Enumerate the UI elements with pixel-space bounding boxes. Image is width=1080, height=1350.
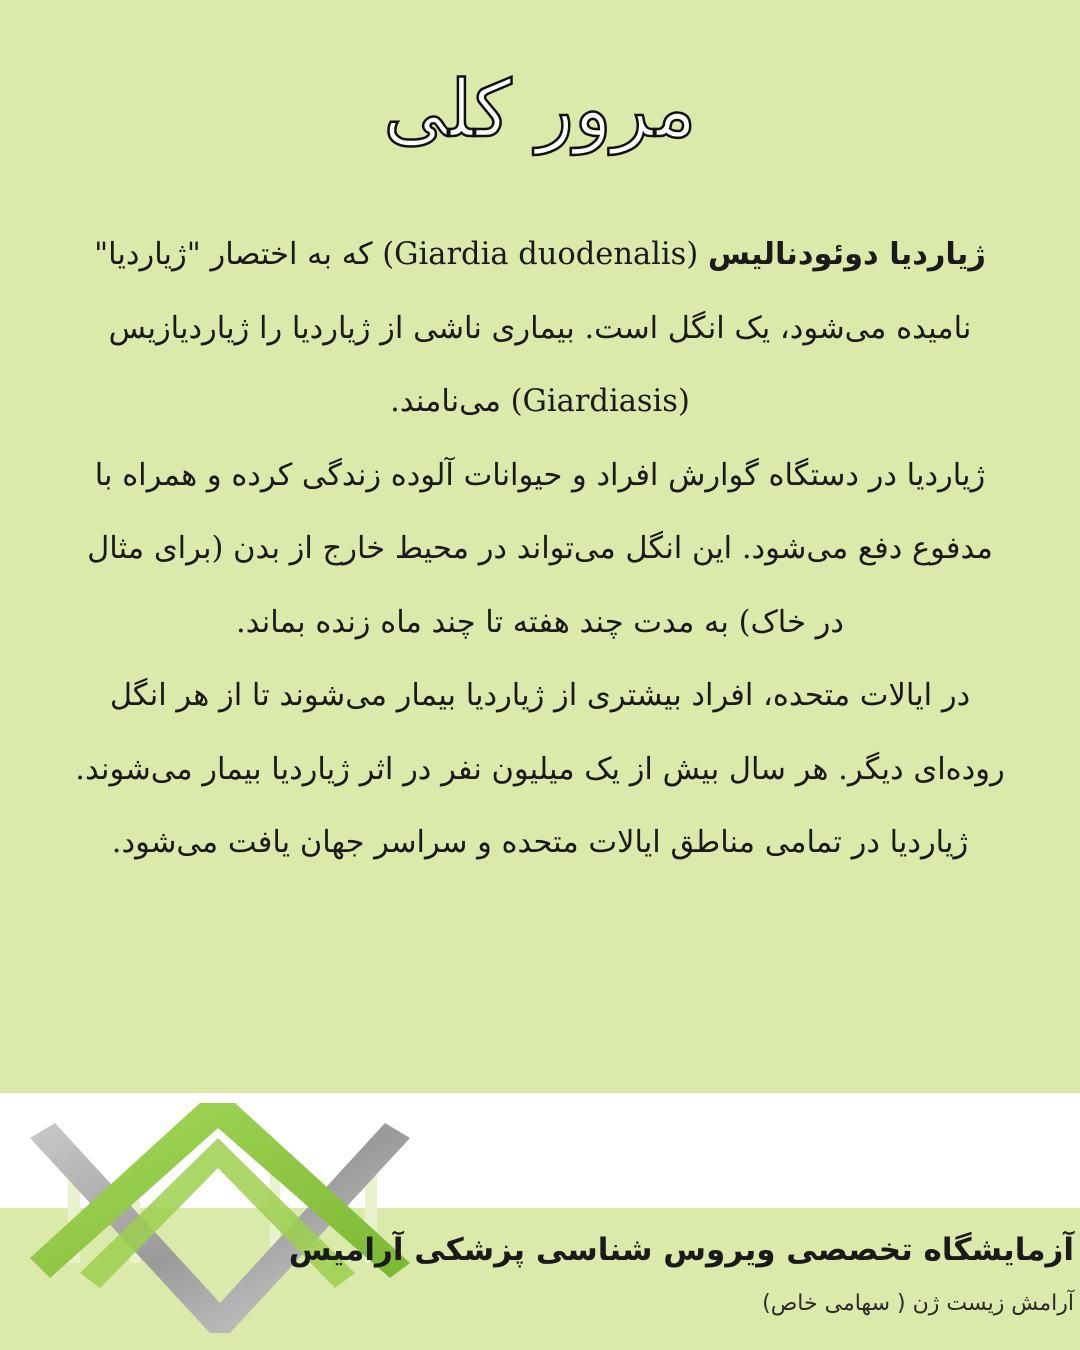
text-line-6: در خاک) به مدت چند هفته تا چند ماه زنده بماند.: [236, 604, 844, 640]
aramis-logo-icon: [20, 1098, 420, 1338]
text-line-9: ژیاردیا در تمامی مناطق ایالات متحده و سراسر جهان یافت می‌شود.: [111, 825, 969, 860]
footer: [0, 1093, 1080, 1350]
text-line-2: نامیده می‌شود، یک انگل است. بیماری ناشی از ژیاردیا را ژیاردیازیس: [108, 310, 972, 346]
text-line-5: مدفوع دفع می‌شود. این انگل می‌تواند در محیط خارج از بدن (برای مثال: [87, 531, 993, 566]
text-line-7: در ایالات متحده، افراد بیشتری از ژیاردیا بیمار می‌شوند تا از هر انگل: [109, 678, 971, 713]
page-title: مرور کلی: [383, 65, 697, 155]
term-bold: ژیاردیا دوئودنالیس: [707, 237, 986, 272]
lab-name: آزمایشگاه تخصصی ویروس شناسی پزشکی آرامیس: [288, 1232, 1074, 1268]
text-line-4: ژیاردیا در دستگاه گوارش افراد و حیوانات آلوده زندگی کرده و همراه با: [94, 457, 986, 493]
body-text: [0, 218, 1080, 880]
text-line-3: (Giardiasis) می‌نامند.: [390, 384, 690, 419]
text-line-1-rest: (Giardia duodenalis) که به اختصار "ژیاردیا": [94, 237, 708, 272]
company-name: آرامش زیست ژن ( سهامی خاص): [762, 1291, 1074, 1316]
text-line-8: روده‌ای دیگر. هر سال بیش از یک میلیون نفر در اثر ژیاردیا بیمار می‌شوند.: [75, 751, 1005, 787]
text-line-1: [0, 218, 1080, 292]
